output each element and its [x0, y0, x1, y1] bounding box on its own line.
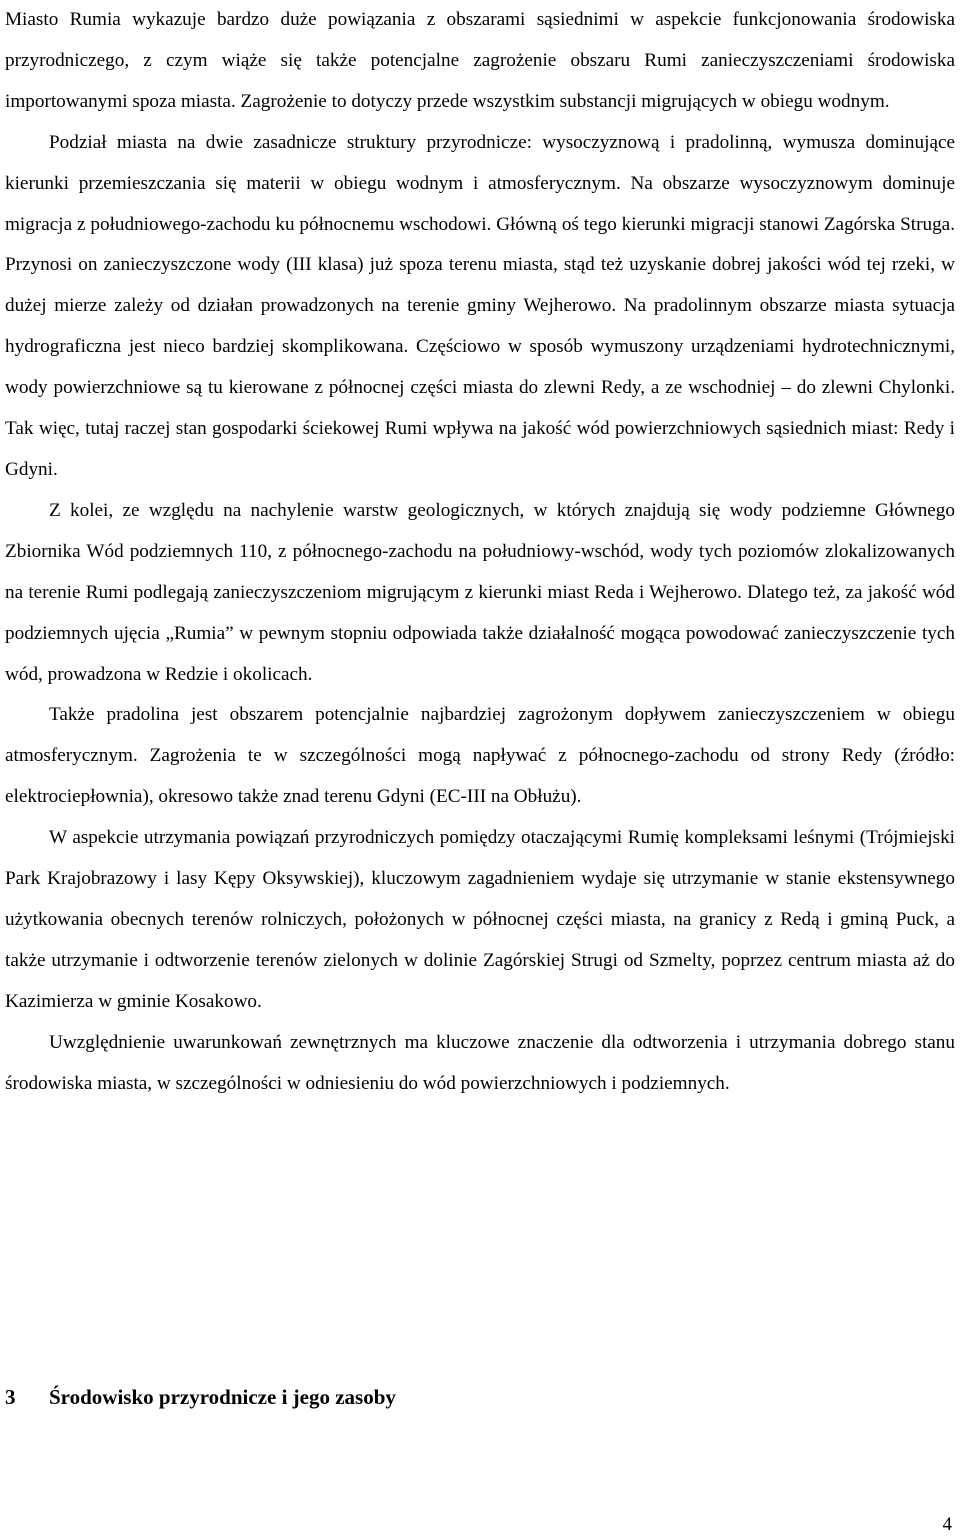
paragraph-1: Miasto Rumia wykazuje bardzo duże powiązania z obszarami sąsiednimi w aspekcie funkcjonowania środowiska przyrodniczego, z czym wiąże się także potencjalne zagrożenie obszaru Rumi zanieczyszczeniami środowiska importowanymi spoza miasta. Zagrożenie to dotyczy przede wszystkim substancji migrujących w obiegu wodnym. — [5, 9, 955, 112]
page-number: 4 — [942, 1514, 952, 1535]
paragraph-4: Także pradolina jest obszarem potencjalnie najbardziej zagrożonym dopływem zanieczyszczeniem w obiegu atmosferycznym. Zagrożenia te w szczególności mogą napływać z północnego-zachodu od strony Redy (źródło: elektrociepłownia), okresowo także znad terenu Gdyni (EC-III na Obłużu). — [5, 704, 955, 808]
section-title: Środowisko przyrodnicze i jego zasoby — [49, 1385, 396, 1409]
section-number: 3 — [5, 1385, 16, 1409]
paragraph-5: W aspekcie utrzymania powiązań przyrodniczych pomiędzy otaczającymi Rumię kompleksami leśnymi (Trójmiejski Park Krajobrazowy i lasy Kępy Oksywskiej), kluczowym zagadnieniem wydaje się utrzymanie w stanie ekstensywnego użytkowania obecnych terenów rolniczych, położonych w północnej części miasta, na granicy z Redą i gminą Puck, a także utrzymanie i odtworzenie terenów zielonych w dolinie Zagórskiej Strugi od Szmelty, poprzez centrum miasta aż do Kazimierza w gminie Kosakowo. — [5, 827, 955, 1012]
document-body — [5, 0, 955, 1104]
paragraph-3: Z kolei, ze względu na nachylenie warstw geologicznych, w których znajdują się wody podziemne Głównego Zbiornika Wód podziemnych 110, z północnego-zachodu na południowy-wschód, wody tych poziomów zlokalizowanych na terenie Rumi podlegają zanieczyszczeniom migrującym z kierunki miast Reda i Wejherowo. Dlatego też, za jakość wód podziemnych ujęcia „Rumia” w pewnym stopniu odpowiada także działalność mogąca powodować zanieczyszczenie tych wód, prowadzona w Redzie i okolicach. — [5, 499, 955, 685]
section-heading — [5, 1377, 396, 1417]
paragraph-2: Podział miasta na dwie zasadnicze struktury przyrodnicze: wysoczyznową i pradolinną, wymusza dominujące kierunki przemieszczania się materii w obiegu wodnym i atmosferycznym. Na obszarze wysoczyznowym dominuje migracja z południowego-zachodu ku północnemu wschodowi. Główną oś tego kierunki migracji stanowi Zagórska Struga. Przynosi on zanieczyszczone wody (III klasa) już spoza terenu miasta, stąd też uzyskanie dobrej jakości wód tej rzeki, w dużej mierze zależy od działan prowadzonych na terenie gminy Wejherowo. Na pradolinnym obszarze miasta sytuacja hydrograficzna jest nieco bardziej skomplikowana. Częściowo w sposób wymuszony urządzeniami hydrotechnicznymi, wody powierzchniowe są tu kierowane z północnej części miasta do zlewni Redy, a ze wschodniej – do zlewni Chylonki. Tak więc, tutaj raczej stan gospodarki ściekowej Rumi wpływa na jakość wód powierzchniowych sąsiednich miast: Redy i Gdyni. — [5, 131, 955, 480]
paragraph-6: Uwzględnienie uwarunkowań zewnętrznych ma kluczowe znaczenie dla odtworzenia i utrzymania dobrego stanu środowiska miasta, w szczególności w odniesieniu do wód powierzchniowych i podziemnych. — [5, 1031, 955, 1094]
